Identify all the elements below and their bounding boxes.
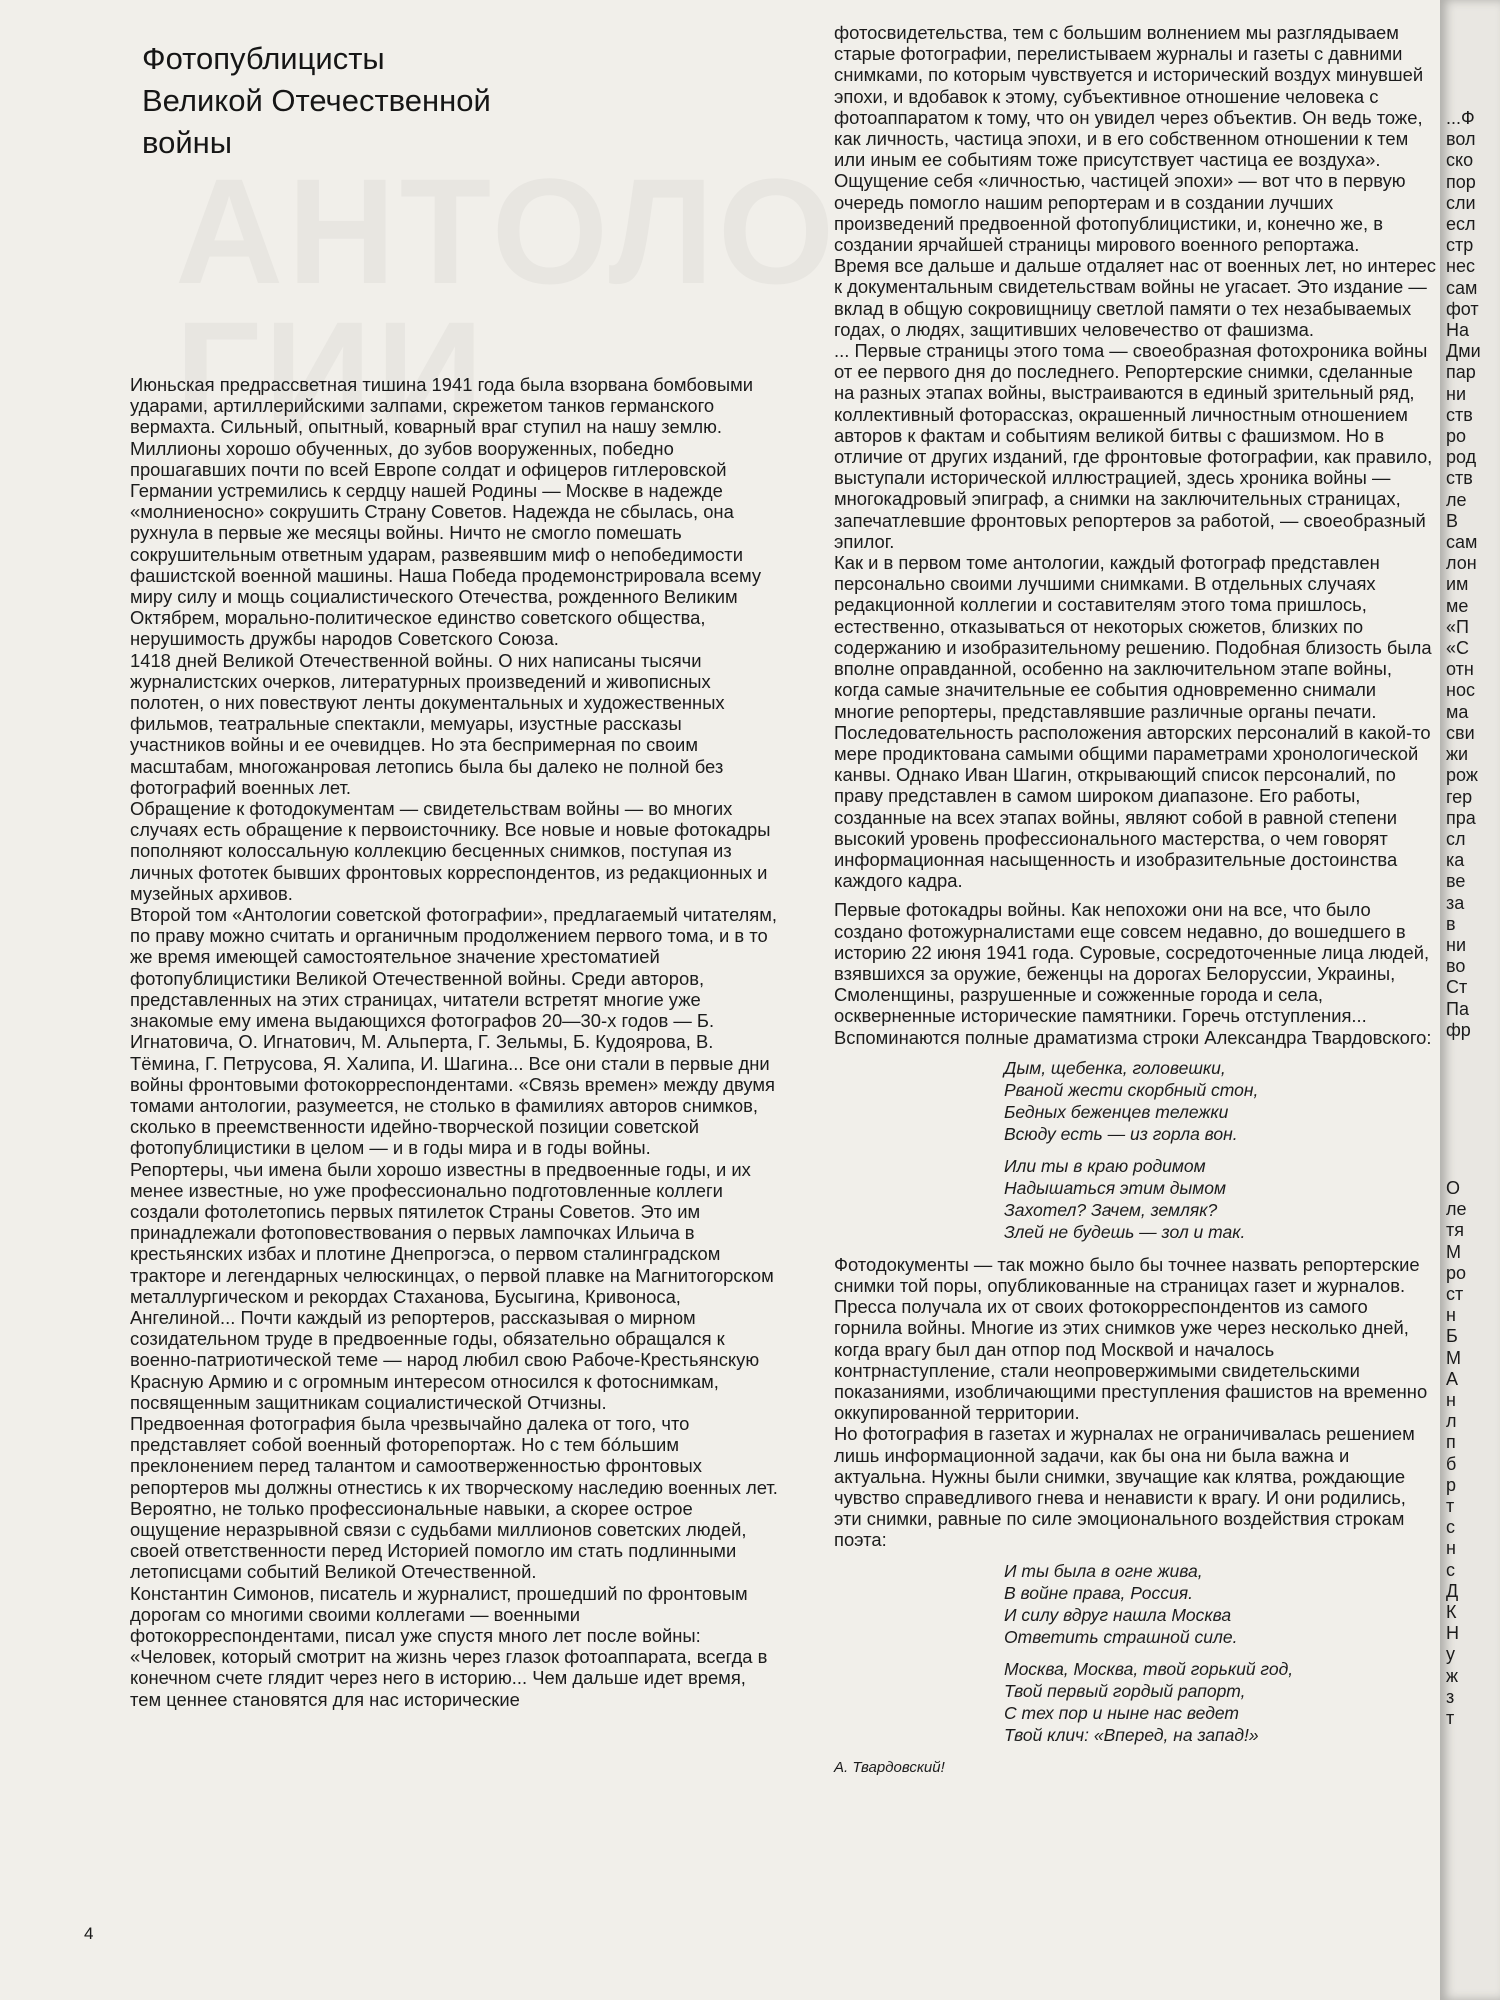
paragraph: Ощущение себя «личностью, частицей эпохи» — вот что в первую очередь помогло нашим репортерам и в создании лучших произведений предвоенной фотопублицистики, и, конечно же, в создании ярчайшей страницы мирового военного репортажа. xyxy=(834,170,1406,256)
poem-stanza xyxy=(1004,1658,1436,1746)
next-page-fragment-line: тя xyxy=(1446,1220,1464,1241)
next-page-fragment-line: «П xyxy=(1446,616,1469,637)
paragraph: ... Первые страницы этого тома — своеобразная фотохроника войны от ее первого дня до последнего. Репортерские снимки, сделанные на разных этапах войны, выстраиваются в единый зрительный ряд, коллективный фоторассказ, окрашенный личностным отношением авторов к фактам и событиям великой битвы с фашизмом. Но в отличие от других изданий, где фронтовые фотографии, как правило, выступали исторической иллюстрацией, здесь хроника войны — многокадровый эпиграф, а снимки на заключительных страницах, запечатлевшие фронтовых репортеров за работой, — своеобразный эпилог. xyxy=(834,340,1433,552)
poem-line: Злей не будешь — зол и так. xyxy=(1004,1221,1246,1242)
poem-line: С тех пор и ныне нас ведет xyxy=(1004,1702,1239,1723)
next-page-fragment-line: ро xyxy=(1446,1262,1467,1283)
poem-line: Твой первый гордый рапорт, xyxy=(1004,1680,1246,1701)
next-page-fragment-line: нес xyxy=(1446,256,1475,277)
poem-line: Дым, щебенка, головешки, xyxy=(1004,1057,1226,1078)
left-column xyxy=(130,374,780,1710)
next-page-fragment-line: К xyxy=(1446,1602,1457,1623)
poem-line: Ответить страшной силе. xyxy=(1004,1626,1238,1647)
next-page-fragment-line: ле xyxy=(1446,1199,1467,1220)
next-page-fragment-line: ств xyxy=(1446,404,1473,425)
next-page-fragment-line: На xyxy=(1446,320,1470,341)
next-page-fragment-line: пра xyxy=(1446,807,1476,828)
paragraph: Обращение к фотодокументам — свидетельствам войны — во многих случаях есть обращение к первоисточнику. Все новые и новые фотокадры пополняют колоссальную коллекцию бесценных снимков, поступая из личных фототек бывших фронтовых корреспондентов, из редакционных и музейных архивов. xyxy=(130,798,771,904)
next-page-fragment-line: у xyxy=(1446,1644,1455,1665)
next-page-fragment-line: н xyxy=(1446,1305,1456,1326)
next-page-fragment-line: ...Ф xyxy=(1446,108,1475,128)
next-page-fragment-top xyxy=(1446,108,1481,1041)
next-page-fragment-line: ле xyxy=(1446,489,1467,510)
poem-line: Бедных беженцев тележки xyxy=(1004,1101,1229,1122)
next-page-fragment-line: л xyxy=(1446,1411,1457,1432)
next-page-fragment-line: сл xyxy=(1446,828,1466,849)
next-page-fragment-line: н xyxy=(1446,1538,1456,1559)
next-page-fragment-line: т xyxy=(1446,1496,1455,1517)
next-page-fragment-line: ст xyxy=(1446,1284,1464,1305)
paragraph: Но фотография в газетах и журналах не ограничивалась решением лишь информационной задачи, как бы она ни была важна и актуальна. Нужны были снимки, звучащие как клятва, рождающие чувство справедливого гнева и ненависти к врагу. И они родились, эти снимки, равные по силе эмоционального воздействия строкам поэта: xyxy=(834,1423,1415,1551)
paragraph: Как и в первом томе антологии, каждый фотограф представлен персонально своими лучшими снимками. В отдельных случаях редакционной коллегии и составителям этого тома пришлось, естественно, отказываться от некоторых сюжетов, близких по содержанию и изобразительному решению. Подобная близость была вполне оправданной, особенно на заключительном этапе войны, когда самые значительные ее события одновременно снимали многие репортеры, представлявшие различные органы печати. Последовательность расположения авторских персоналий в какой-то мере продиктована самыми общими параметрами хронологической канвы. Однако Иван Шагин, открывающий список персоналий, по праву представлен в самом широком диапазоне. Его работы, созданные на всех этапах войны, являют собой в равной степени высокий уровень профессионального мастерства, о чем говорят информационная насыщенность и изобразительные достоинства каждого кадра. xyxy=(834,552,1432,892)
poem-line: Всюду есть — из горла вон. xyxy=(1004,1123,1238,1144)
next-page-fragment-line: ни xyxy=(1446,934,1466,955)
poem-line: Твой клич: «Вперед, на запад!» xyxy=(1004,1724,1259,1745)
paragraph: Первые фотокадры войны. Как непохожи они на все, что было создано фотожурналистами еще совсем недавно, до вошедшего в историю 22 июня 1941 года. Суровые, сосредоточенные лица людей, взявшихся за оружие, беженцы на дорогах Белоруссии, Украины, Смоленщины, разрушенные и сожженные города и села, оскверненные исторические памятники. Горечь отступления... Вспоминаются полные драматизма строки Александра Твардовского: xyxy=(834,899,1432,1048)
next-page-fragment-line: ж xyxy=(1446,1665,1459,1686)
page-number: 4 xyxy=(84,1924,94,1943)
next-page-fragment-line: им xyxy=(1446,574,1469,595)
paragraph: фотосвидетельства, тем с большим волнением мы разглядываем старые фотографии, перелистываем журналы и газеты с давними снимками, по которым чувствуется и исторический воздух минувшей эпохи, и вдобавок к этому, субъективное отношение человека с фотоаппаратом к тому, что он увидел через объектив. Он ведь тоже, как личность, частица эпохи, и в его собственном отношении к тем или иным ее событиям тоже присутствует частица ее воздуха». xyxy=(834,22,1424,171)
next-page-fragment-line: с xyxy=(1446,1559,1455,1580)
poem-line: И силу вдруг нашла Москва xyxy=(1004,1604,1232,1625)
next-page-fragment-line: ско xyxy=(1446,150,1474,171)
next-page-fragment-line: ни xyxy=(1446,383,1466,404)
next-page-fragment-line: В xyxy=(1446,510,1459,531)
next-page-fragment-line: сли xyxy=(1446,192,1476,213)
paragraph: Июньская предрассветная тишина 1941 года была взорвана бомбовыми ударами, артиллерийскими залпами, скрежетом танков германского вермахта. Сильный, опытный, коварный враг ступил на нашу землю. Миллионы хорошо обученных, до зубов вооруженных, победно прошагавших почти по всей Европе солдат и офицеров гитлеровской Германии устремились к сердцу нашей Родины — Москве в надежде «молниеносно» сокрушить Страну Советов. Надежда не сбылась, она рухнула в первые же месяцы войны. Ничто не смогло помешать сокрушительным ответным ударам, развеявшим миф о непобедимости фашистской военной машины. Наша Победа продемонстрировала всему миру силу и мощь социалистического Отечества, рожденного Великим Октябрем, морально-политическое единство советского общества, нерушимость дружбы народов Советского Союза. xyxy=(130,374,762,650)
next-page-fragment-line: сам xyxy=(1446,532,1478,553)
next-page-fragment-line: есл xyxy=(1446,214,1476,235)
next-page-edge xyxy=(1440,0,1500,2000)
poem-line: Москва, Москва, твой горький год, xyxy=(1004,1658,1294,1679)
next-page-fragment-line: фр xyxy=(1446,1019,1471,1040)
poem-author: А. Твардовский! xyxy=(834,1758,945,1776)
next-page-fragment-line: ме xyxy=(1446,595,1469,616)
paragraph: Фотодокументы — так можно было бы точнее назвать репортерские снимки той поры, опубликованные на страницах газет и журналов. Пресса получала их от своих фотокорреспондентов из самого горнила войны. Многие из этих снимков уже через несколько дней, когда врагу был дан отпор под Москвой и началось контрнаступление, стали неопровержимыми свидетельскими показаниями, изобличающими преступления фашистов на временно оккупированной территории. xyxy=(834,1253,1428,1424)
next-page-fragment-line: ро xyxy=(1446,426,1467,447)
next-page-fragment-line: О xyxy=(1446,1178,1461,1198)
next-page-fragment-line: гер xyxy=(1446,786,1473,807)
poem-line: Захотел? Зачем, земляк? xyxy=(1004,1199,1218,1220)
poem-line: Рваной жести скорбный стон, xyxy=(1004,1079,1259,1100)
next-page-fragment-line: М xyxy=(1446,1241,1461,1262)
poem-line: Надышаться этим дымом xyxy=(1004,1177,1226,1198)
next-page-fragment-line: фот xyxy=(1446,298,1479,319)
poem-stanza xyxy=(1004,1057,1436,1145)
paragraph: Константин Симонов, писатель и журналист, прошедший по фронтовым дорогам со многими своими коллегами — военными фотокорреспондентами, писал уже спустя много лет после войны: «Человек, который смотрит на жизнь через глазок фотоаппарата, всегда в конечном счете глядит через него в историю... Чем дальше идет время, тем ценнее становятся для нас исторические xyxy=(130,1582,768,1710)
next-page-fragment-line: вол xyxy=(1446,129,1476,150)
next-page-fragment-line: Ст xyxy=(1446,977,1468,998)
next-page-fragment-line: н xyxy=(1446,1390,1456,1411)
next-page-fragment-line: ка xyxy=(1446,850,1465,871)
next-page-fragment-line: нос xyxy=(1446,680,1475,701)
poem-tvardovsky-1 xyxy=(1004,1057,1436,1243)
next-page-fragment-line: р xyxy=(1446,1474,1457,1495)
next-page-fragment-line: Д xyxy=(1446,1580,1459,1601)
next-page-fragment-line: ств xyxy=(1446,468,1473,489)
next-page-fragment-line: за xyxy=(1446,892,1465,913)
next-page-fragment-line: б xyxy=(1446,1453,1457,1474)
next-page-fragment-line: пар xyxy=(1446,362,1476,383)
next-page-fragment-line: А xyxy=(1446,1368,1459,1389)
next-page-fragment-bottom xyxy=(1446,1178,1467,1729)
next-page-fragment-line: Дми xyxy=(1446,341,1481,362)
next-page-fragment-line: сви xyxy=(1446,722,1475,743)
poem-stanza xyxy=(1004,1560,1436,1648)
next-page-fragment-line: рож xyxy=(1446,765,1478,786)
next-page-fragment-line: М xyxy=(1446,1347,1461,1368)
page-title: Фотопублицисты Великой Отечественной войны xyxy=(142,41,491,160)
poem-line: И ты была в огне жива, xyxy=(1004,1560,1203,1581)
next-page-fragment-line: ве xyxy=(1446,871,1466,892)
next-page-fragment-line: Б xyxy=(1446,1326,1458,1347)
paragraph: Предвоенная фотография была чрезвычайно далека от того, что представляет собой военный фоторепортаж. Но с тем бо́льшим преклонением перед талантом и самоотверженностью фронтовых репортеров мы должны отнестись к их творческому наследию военных лет. Вероятно, не только профессиональные навыки, а скорее острое ощущение неразрывной связи с судьбами миллионов советских людей, своей ответственности перед Историей помогло им стать подлинными летописцами событий Великой Отечественной. xyxy=(130,1412,778,1583)
next-page-fragment-line: сам xyxy=(1446,277,1478,298)
next-page-fragment-line: Па xyxy=(1446,998,1469,1019)
next-page-fragment-line: лон xyxy=(1446,553,1477,574)
poem-line: Или ты в краю родимом xyxy=(1004,1155,1206,1176)
paragraph: Репортеры, чьи имена были хорошо известны в предвоенные годы, и их менее известные, но уже профессионально подготовленные коллеги создали фотолетопись первых пятилеток Страны Советов. Это им принадлежали фотоповествования о первых лампочках Ильича в крестьянских избах и плотине Днепрогэса, о первом сталинградском тракторе и легендарных челюскинцах, о первой плавке на Магнитогорском металлургическом и рекордах Стаханова, Бусыгина, Кривоноса, Ангелиной... Почти каждый из репортеров, рассказывая о мирном созидательном труде в предвоенные годы, обязательно обращался к военно-патриотической теме — народ любил свою Рабоче-Крестьянскую Красную Армию и с огромным интересом относился к фотоснимкам, посвященным защитникам социалистической Отчизны. xyxy=(130,1158,774,1413)
next-page-fragment-line: жи xyxy=(1446,744,1469,765)
poem-tvardovsky-2 xyxy=(1004,1560,1436,1746)
poem-line: В войне права, Россия. xyxy=(1004,1582,1193,1603)
paragraph: Второй том «Антологии советской фотографии», предлагаемый читателям, по праву можно считать и органичным продолжением первого тома, и в то же время имеющей самостоятельное значение хрестоматией фотопублицистики Великой Отечественной войны. Среди авторов, представленных на этих страницах, читатели встретят многие уже знакомые ему имена выдающихся фотографов 20—30-х годов — Б. Игнатовича, О. Игнатович, М. Альперта, Г. Зельмы, Б. Кудоярова, В. Тёмина, Г. Петрусова, Я. Халипа, И. Шагина... Все они стали в первые дни войны фронтовыми фотокорреспондентами. «Связь времен» между двумя томами антологии, разумеется, не столько в фамилиях авторов снимков, сколько в преемственности идейно-творческой позиции советской фотопублицистики в целом — и в годы мира и в годы войны. xyxy=(130,904,778,1159)
next-page-fragment-line: з xyxy=(1446,1686,1455,1707)
next-page-fragment-line: в xyxy=(1446,913,1456,934)
next-page-fragment-line: п xyxy=(1446,1432,1456,1453)
next-page-fragment-line: род xyxy=(1446,447,1477,468)
next-page-fragment-line: во xyxy=(1446,956,1466,977)
next-page-fragment-line: Н xyxy=(1446,1623,1459,1644)
next-page-fragment-line: «С xyxy=(1446,638,1470,659)
poem-stanza xyxy=(1004,1155,1436,1243)
next-page-fragment-line: ма xyxy=(1446,701,1469,722)
paragraph: 1418 дней Великой Отечественной войны. О них написаны тысячи журналистских очерков, литературных произведений и живописных полотен, о них повествуют ленты документальных и художественных фильмов, театральные спектакли, мемуары, изустные рассказы участников войны и ее очевидцев. Но эта беспримерная по своим масштабам, многожанровая летопись была бы далеко не полной без фотографий военных лет. xyxy=(130,649,725,798)
right-column xyxy=(834,22,1436,1778)
next-page-fragment-line: с xyxy=(1446,1517,1455,1538)
next-page-fragment-line: отн xyxy=(1446,659,1474,680)
next-page-fragment-line: пор xyxy=(1446,171,1476,192)
next-page-fragment-line: стр xyxy=(1446,235,1474,256)
next-page-fragment-line: т xyxy=(1446,1708,1455,1729)
paragraph: Время все дальше и дальше отдаляет нас от военных лет, но интерес к документальным свидетельствам войны не угасает. Это издание — вклад в общую сокровищницу светлой памяти о тех незабываемых годах, о людях, защитивших человечество от фашизма. xyxy=(834,255,1436,340)
